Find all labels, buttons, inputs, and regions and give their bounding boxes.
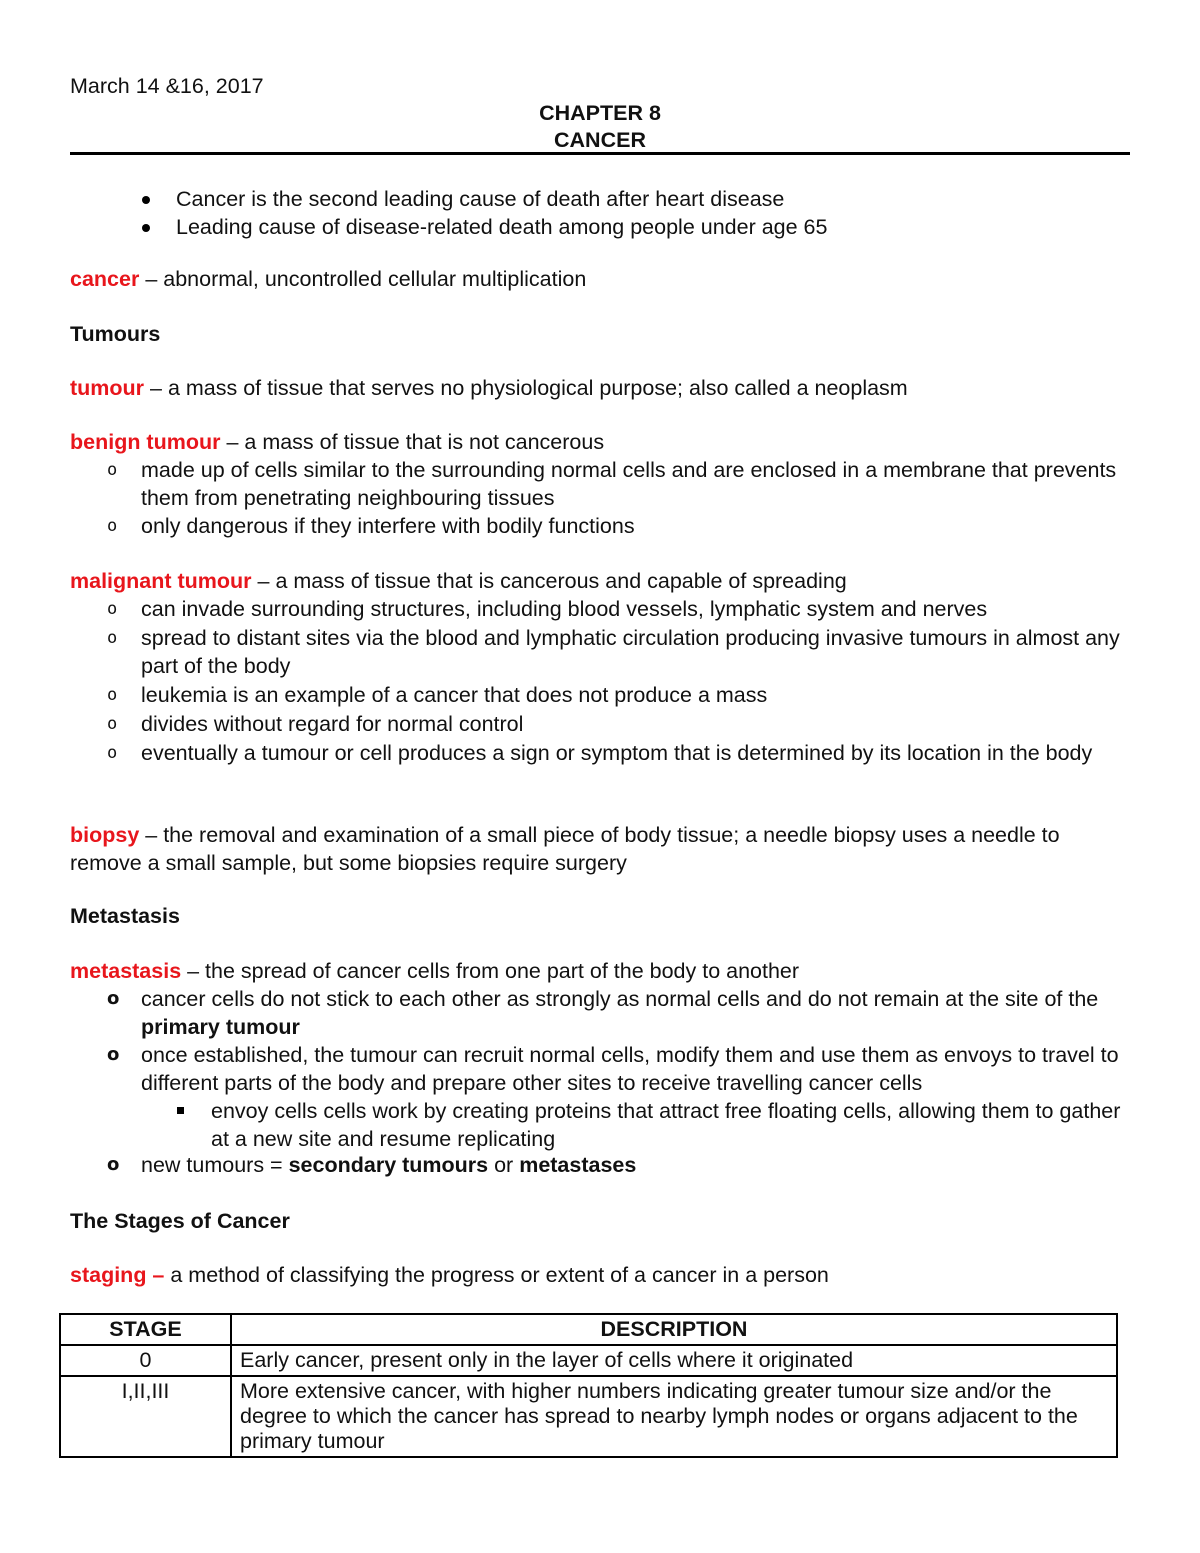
column-header-stage: STAGE <box>60 1314 231 1345</box>
list-item: o new tumours = secondary tumours or metastases <box>141 1151 1126 1179</box>
emphasis-primary-tumour: primary tumour <box>141 1015 300 1039</box>
list-item: o divides without regard for normal control <box>141 710 1126 739</box>
list-item: o cancer cells do not stick to each other as strongly as normal cells and do not remain at the site of the primary tumour <box>141 985 1126 1041</box>
metastasis-heading: Metastasis <box>70 904 180 928</box>
malignant-tumour-points <box>141 595 1126 767</box>
list-item: envoy cells cells work by creating proteins that attract free floating cells, allowing them to gather at a new site and resume replicating <box>211 1097 1126 1153</box>
emphasis-secondary-tumours: secondary tumours <box>288 1153 489 1177</box>
list-item: o can invade surrounding structures, including blood vessels, lymphatic system and nerves <box>141 595 1126 624</box>
metastasis-subpoints <box>211 1097 1126 1153</box>
stage-cell: 0 <box>60 1345 231 1376</box>
intro-bullet-list <box>176 185 1126 241</box>
definition-text: a method of classifying the progress or extent of a cancer in a person <box>164 1263 829 1287</box>
intro-bullet: Cancer is the second leading cause of death after heart disease <box>176 185 1126 213</box>
definition-term: tumour <box>70 376 145 400</box>
definition-term: metastasis <box>70 959 182 983</box>
staging-definition <box>70 1261 1130 1289</box>
table-row <box>60 1376 1117 1457</box>
cancer-definition <box>70 265 1130 293</box>
definition-term: cancer <box>70 267 140 291</box>
stages-heading: The Stages of Cancer <box>70 1209 290 1233</box>
definition-term: malignant tumour <box>70 569 252 593</box>
title-rule <box>70 152 1130 155</box>
definition-text: – the spread of cancer cells from one part of the body to another <box>181 959 800 983</box>
stage-cell: I,II,III <box>60 1376 231 1457</box>
definition-term: benign tumour <box>70 430 221 454</box>
document-date: March 14 &16, 2017 <box>70 74 264 98</box>
benign-tumour-definition <box>70 428 1130 456</box>
description-cell: Early cancer, present only in the layer of cells where it originated <box>231 1345 1117 1376</box>
description-cell: More extensive cancer, with higher numbers indicating greater tumour size and/or the degree to which the cancer has spread to nearby lymph nodes or organs adjacent to the primary tumour <box>231 1376 1117 1457</box>
column-header-description: DESCRIPTION <box>231 1314 1117 1345</box>
metastasis-points-continued <box>141 1151 1126 1179</box>
definition-term: biopsy <box>70 823 140 847</box>
definition-text: – a mass of tissue that is not cancerous <box>220 430 605 454</box>
list-item: o leukemia is an example of a cancer that does not produce a mass <box>141 681 1126 710</box>
list-item: o made up of cells similar to the surrounding normal cells and are enclosed in a membrane that prevents them from penetrating neighbouring tissues <box>141 456 1126 512</box>
emphasis-metastases: metastases <box>519 1153 637 1177</box>
list-item: o only dangerous if they interfere with bodily functions <box>141 512 1126 540</box>
malignant-tumour-definition <box>70 567 1130 595</box>
list-item: o spread to distant sites via the blood and lymphatic circulation producing invasive tumours in almost any part of the body <box>141 624 1126 681</box>
metastasis-points <box>141 985 1126 1097</box>
definition-text: – abnormal, uncontrolled cellular multiplication <box>139 267 587 291</box>
intro-bullet: Leading cause of disease-related death among people under age 65 <box>176 213 1126 241</box>
list-item: o eventually a tumour or cell produces a sign or symptom that is determined by its location in the body <box>141 739 1126 768</box>
list-item: o once established, the tumour can recruit normal cells, modify them and use them as envoys to travel to different parts of the body and prepare other sites to receive travelling cancer cells <box>141 1041 1126 1097</box>
benign-tumour-points <box>141 456 1126 540</box>
definition-text: – a mass of tissue that is cancerous and capable of spreading <box>251 569 847 593</box>
definition-text: – a mass of tissue that serves no physiological purpose; also called a neoplasm <box>144 376 908 400</box>
biopsy-definition <box>70 821 1130 877</box>
chapter-title: CANCER <box>554 128 646 152</box>
table-header-row <box>60 1314 1117 1345</box>
stages-table <box>59 1313 1118 1458</box>
chapter-number: CHAPTER 8 <box>539 101 661 125</box>
tumours-heading: Tumours <box>70 322 161 346</box>
table-row <box>60 1345 1117 1376</box>
metastasis-definition <box>70 957 1130 985</box>
definition-text: – the removal and examination of a small piece of body tissue; a needle biopsy uses a needle to remove a small sample, but some biopsies require surgery <box>70 823 1060 875</box>
tumour-definition <box>70 374 1130 402</box>
definition-term: staging – <box>70 1263 165 1287</box>
